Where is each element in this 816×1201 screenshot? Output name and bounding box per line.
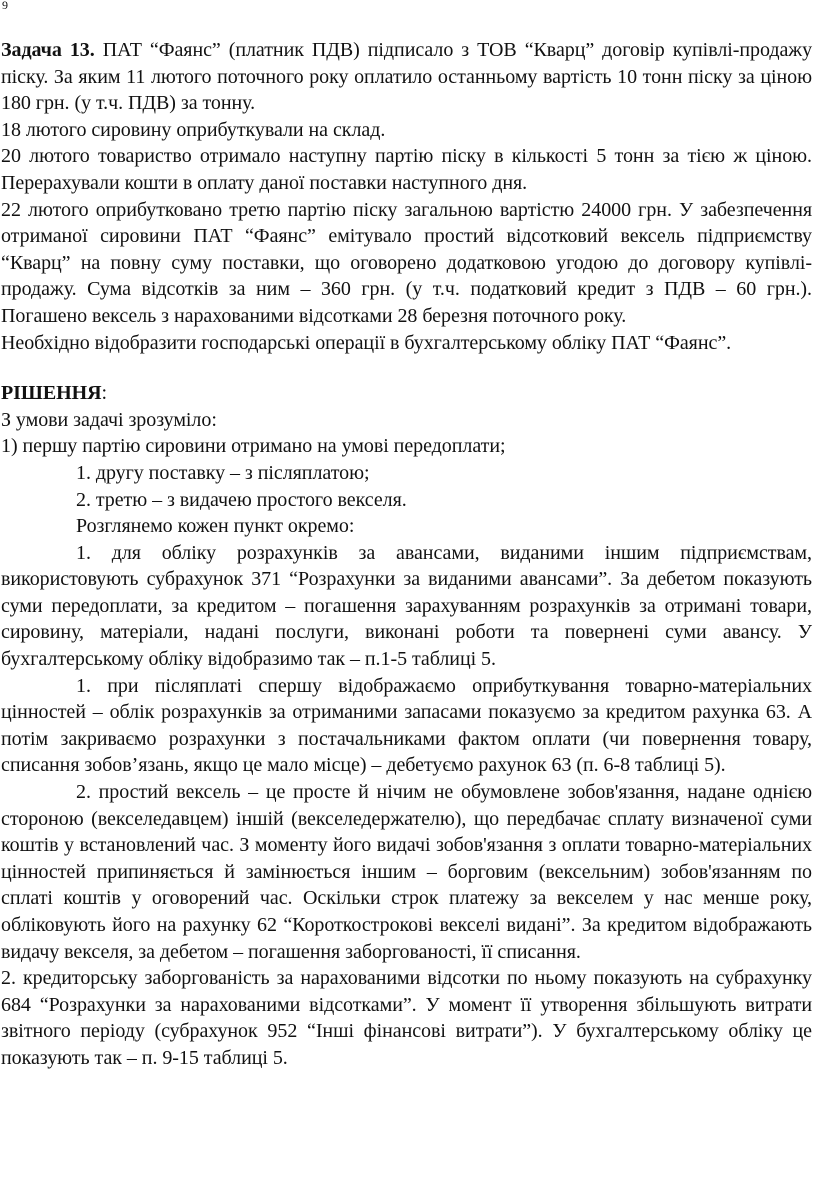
spacer [1, 356, 812, 380]
solution-item-2: 1. другу поставку – з післяплатою; [76, 461, 370, 484]
solution-heading-colon: : [101, 382, 108, 405]
document-body [1, 37, 812, 1072]
page-number: 9 [2, 0, 8, 12]
task-label: Задача 13. [1, 39, 95, 61]
solution-consider: Розглянемо кожен пункт окремо: [76, 515, 355, 538]
task-line-1: 18 лютого сировину оприбуткували на склад. [1, 118, 386, 141]
solution-item-3: 2. третю – з видачею простого векселя. [76, 488, 407, 511]
solution-paragraph-promissory-note: 2. простий вексель – це просте й нічим не обумовлене зобов'язання, надане однією стороною (векселедавцем) іншій (векселедержателю), що передбачає сплату визначеної суми коштів у встановлений час. З моменту його видачі зобов'язання з оплати товарно-матеріальних цінностей припиняється й замінюється іншим – борговим (вексельним) зобов'язанням по сплаті коштів у оговорений час. Оскільки строк платежу за векселем у нас менше року, обліковують його на рахунку 62 “Короткострокові векселі видані”. За кредитом відображають видачу векселя, за дебетом – погашення заборгованості, її списання. [1, 781, 812, 963]
solution-intro: З умови задачі зрозуміло: [1, 408, 217, 431]
task-line-2: 20 лютого товариство отримало наступну партію піску в кількості 5 тонн за тією ж ціною. Перерахували кошти в оплату даної поставки наступного дня. [1, 145, 812, 194]
solution-item-1: 1) першу партію сировини отримано на умові передоплати; [1, 435, 506, 458]
solution-heading-text: РІШЕННЯ [1, 382, 102, 405]
solution-paragraph-postpayment: 1. при післяплаті спершу відображаємо оприбуткування товарно-матеріальних цінностей – облік розрахунків за отриманими запасами показуємо за кредитом рахунка 63. А потім закриваємо розрахунки з постачальниками фактом оплати (чи повернення товару, списання зобов’язань, якщо це мало місце) – дебетуємо рахунок 63 (п. 6-8 таблиці 5). [1, 674, 812, 777]
task-line-4: Необхідно відобразити господарські операції в бухгалтерському обліку ПАТ “Фаянс”. [1, 331, 732, 354]
solution-paragraph-interest: 2. кредиторську заборгованість за нарахованими відсотки по ньому показують на субрахунку 684 “Розрахунки за нарахованими відсотками”. У момент її утворення збільшують витрати звітного періоду (субрахунок 952 “Інші фінансові витрати”). У бухгалтерському обліку це показують так – п. 9-15 таблиці 5. [1, 967, 812, 1069]
task-statement [1, 37, 812, 117]
task-text: ПАТ “Фаянс” (платник ПДВ) підписало з ТОВ “Кварц” договір купівлі-продажу піску. За яким 11 лютого поточного року оплатило останньому вартість 10 тонн піску за ціною 180 грн. (у т.ч. ПДВ) за тонну. [1, 39, 813, 115]
task-line-3: 22 лютого оприбутковано третю партію піску загальною вартістю 24000 грн. У забезпечення отриманої сировини ПАТ “Фаянс” емітувало простий відсотковий вексель підприємству “Кварц” на повну суму поставки, що оговорено додатковою угодою до договору купівлі-продажу. Сума відсотків за ним – 360 грн. (у т.ч. податковий кредит з ПДВ – 60 грн.). Погашено вексель з нарахованими відсотками 28 березня поточного року. [1, 198, 812, 327]
solution-paragraph-advances: 1. для обліку розрахунків за авансами, виданими іншим підприємствам, використовують субрахунок 371 “Розрахунки за виданими авансами”. За дебетом показують суми передоплати, за кредитом – погашення зарахуванням розрахунків за отримані товари, сировину, матеріали, надані послуги, виконані роботи та повернені суми авансу. У бухгалтерському обліку відобразимо так – п.1-5 таблиці 5. [1, 541, 812, 671]
solution-heading [1, 380, 812, 407]
